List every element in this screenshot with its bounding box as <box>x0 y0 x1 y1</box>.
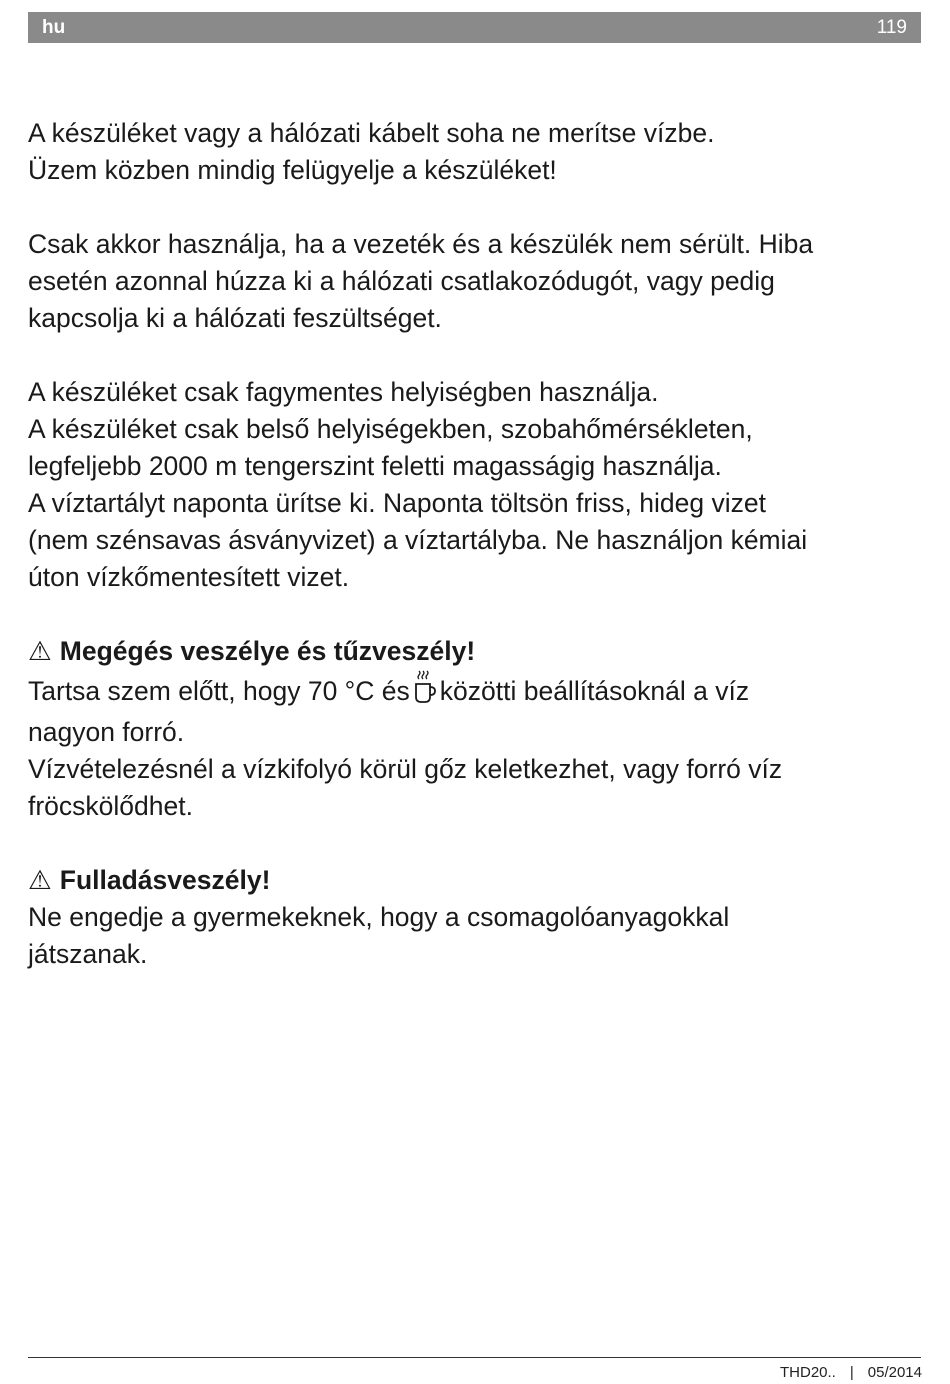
suffocation-warning-title: Fulladásveszély! <box>59 865 271 895</box>
warning-triangle-icon: ⚠ <box>28 636 52 666</box>
language-code: hu <box>42 17 66 38</box>
warning-triangle-icon: ⚠ <box>28 865 52 895</box>
paragraph-line: A víztartályt naponta ürítse ki. Naponta töltsön friss, hideg vizet <box>28 488 766 518</box>
burn-warning-heading <box>28 633 921 670</box>
suffocation-warning-line: Ne engedje a gyermekeknek, hogy a csomagolóanyagokkal <box>28 902 730 932</box>
burn-warning-line: fröcskölődhet. <box>28 791 193 821</box>
paragraph-line: A készüléket csak fagymentes helyiségben használja. <box>28 377 659 407</box>
paragraph-line: legfeljebb 2000 m tengerszint feletti magasságig használja. <box>28 451 722 481</box>
footer-divider <box>28 1357 921 1358</box>
burn-warning-text: közötti beállításoknál a víz <box>439 676 750 706</box>
burn-warning-title: Megégés veszélye és tűzveszély! <box>59 636 476 666</box>
header-bar <box>28 12 921 43</box>
document-body <box>28 115 921 973</box>
paragraph-line: kapcsolja ki a hálózati feszültséget. <box>28 303 442 333</box>
paragraph-line: (nem szénsavas ásványvizet) a víztartályba. Ne használjon kémiai <box>28 525 808 555</box>
paragraph-line: esetén azonnal húzza ki a hálózati csatlakozódugót, vagy pedig <box>28 266 775 296</box>
paragraph-line: úton vízkőmentesített vizet. <box>28 562 350 592</box>
footer <box>780 1364 922 1381</box>
hot-cup-icon <box>414 670 436 714</box>
burn-warning-line: Vízvételezésnél a vízkifolyó körül gőz keletkezhet, vagy forró víz <box>28 754 783 784</box>
paragraph-line: Üzem közben mindig felügyelje a készüléket! <box>28 155 557 185</box>
burn-warning-text: Tartsa szem előtt, hogy 70 °C és <box>28 676 410 706</box>
burn-warning-line <box>28 670 921 714</box>
paragraph-line: A készüléket vagy a hálózati kábelt soha ne merítse vízbe. <box>28 118 715 148</box>
edition-date: 05/2014 <box>867 1364 922 1381</box>
paragraph-line: A készüléket csak belső helyiségekben, szobahőmérsékleten, <box>28 414 753 444</box>
page-number: 119 <box>876 17 907 38</box>
suffocation-warning-line: játszanak. <box>28 939 148 969</box>
footer-separator: | <box>849 1364 854 1381</box>
paragraph-line: Csak akkor használja, ha a vezeték és a készülék nem sérült. Hiba <box>28 229 814 259</box>
model-number: THD20.. <box>780 1364 836 1381</box>
burn-warning-line: nagyon forró. <box>28 717 185 747</box>
suffocation-warning-heading <box>28 862 921 899</box>
